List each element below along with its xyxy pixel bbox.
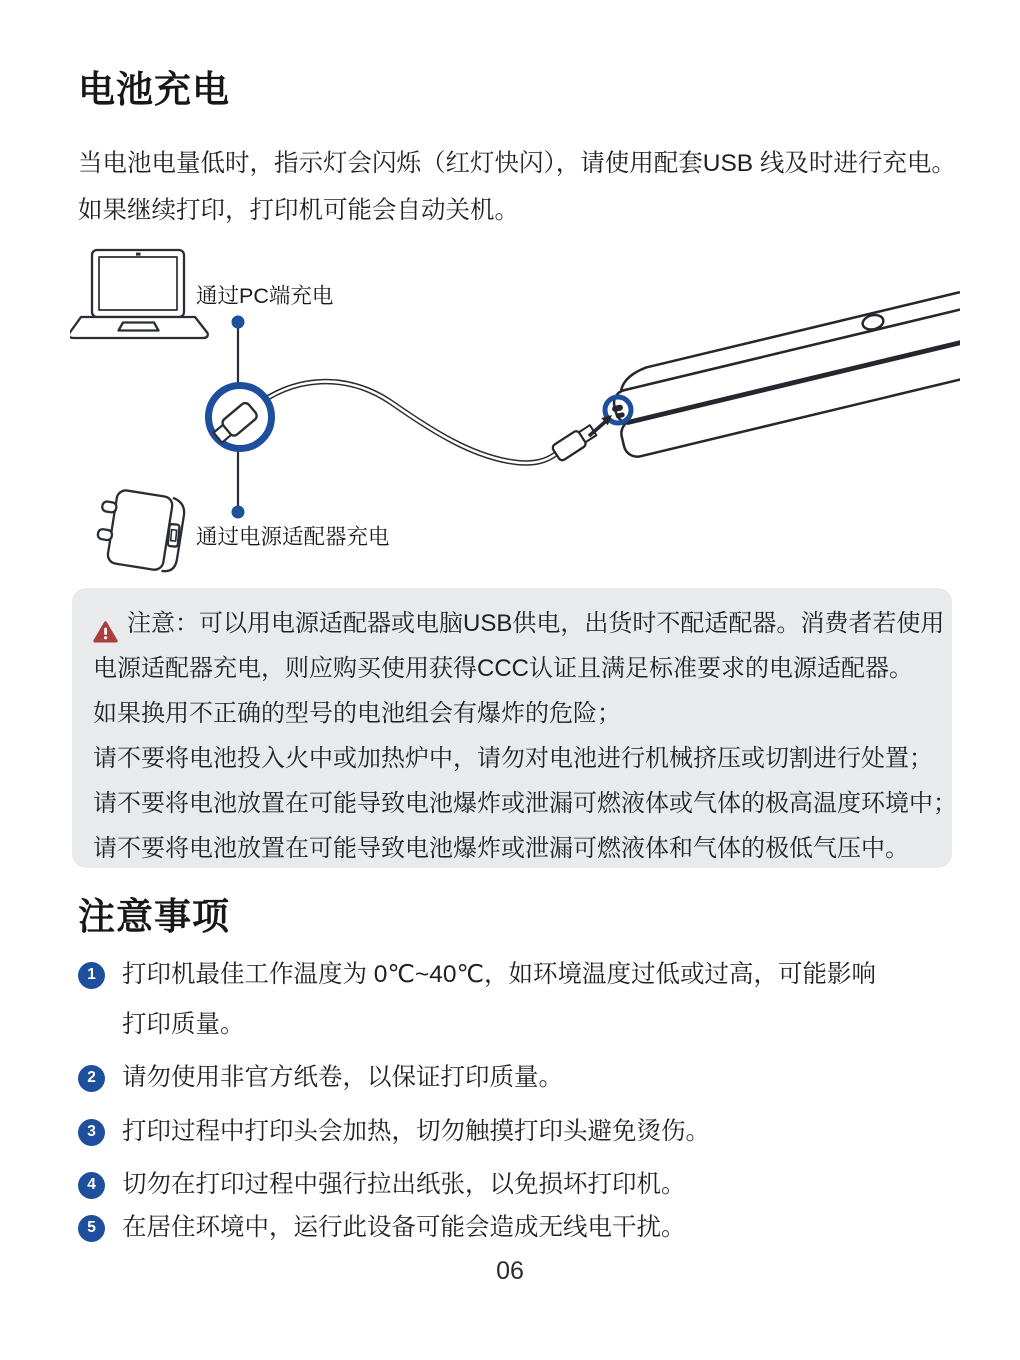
precaution-line: 打印质量。: [122, 1011, 245, 1038]
precaution-item: [78, 1213, 686, 1243]
precaution-item: [78, 1170, 686, 1200]
warning-note-line: [93, 601, 952, 646]
battery-intro: [78, 140, 956, 234]
precaution-line: 请勿使用非官方纸卷，以保证打印质量。: [122, 1064, 563, 1091]
item-number-badge: 1: [78, 962, 105, 989]
precaution-item: [78, 1117, 710, 1147]
item-number-badge: 5: [78, 1215, 105, 1242]
item-number-badge: 4: [78, 1172, 105, 1199]
battery-charging-title: 电池充电: [78, 69, 230, 110]
item-number-badge: 2: [78, 1065, 105, 1092]
precaution-item: [78, 960, 876, 1040]
warning-triangle-icon: [93, 613, 118, 635]
laptop-icon: [70, 250, 208, 338]
warning-note-line: 请不要将电池放置在可能导致电池爆炸或泄漏可燃液体和气体的极低气压中。: [93, 835, 909, 862]
precautions-title: 注意事项: [78, 896, 230, 937]
precaution-item: [78, 1063, 563, 1093]
printer-icon: [604, 286, 960, 460]
precaution-line: 打印机最佳工作温度为 0℃~40℃，如环境温度过低或过高，可能影响: [122, 961, 877, 988]
item-number-badge: 3: [78, 1119, 105, 1146]
warning-note-line: 电源适配器充电，则应购买使用获得CCC认证且满足标准要求的电源适配器。: [93, 655, 913, 682]
charging-cable: [251, 382, 557, 463]
power-adapter-icon: [94, 487, 187, 573]
adapter-charging-label: 通过电源适配器充电: [196, 525, 390, 549]
usb-plug-icon: [551, 423, 598, 462]
precaution-line: 切勿在打印过程中强行拉出纸张，以免损坏打印机。: [122, 1171, 686, 1198]
warning-note: [72, 588, 957, 868]
page-number: 06: [496, 1257, 524, 1285]
battery-intro-line: 当电池电量低时，指示灯会闪烁（红灯快闪），请使用配套USB 线及时进行充电。: [78, 150, 956, 177]
pc-charging-label: 通过PC端充电: [196, 284, 334, 308]
warning-note-line: 请不要将电池投入火中或加热炉中，请勿对电池进行机械挤压或切割进行处置；: [93, 745, 933, 772]
warning-note-text: 注意：可以用电源适配器或电脑USB供电，出货时不配适配器。消费者若使用: [127, 610, 945, 637]
warning-note-line: 请不要将电池放置在可能导致电池爆炸或泄漏可燃液体或气体的极高温度环境中；: [93, 790, 957, 817]
precaution-line: 在居住环境中，运行此设备可能会造成无线电干扰。: [122, 1214, 686, 1241]
precaution-line: 打印过程中打印头会加热，切勿触摸打印头避免烫伤。: [122, 1118, 710, 1145]
battery-intro-line: 如果继续打印，打印机可能会自动关机。: [78, 197, 519, 224]
arrow-icon: [589, 415, 612, 436]
charging-diagram: [70, 243, 960, 580]
warning-note-line: 如果换用不正确的型号的电池组会有爆炸的危险；: [93, 700, 621, 727]
